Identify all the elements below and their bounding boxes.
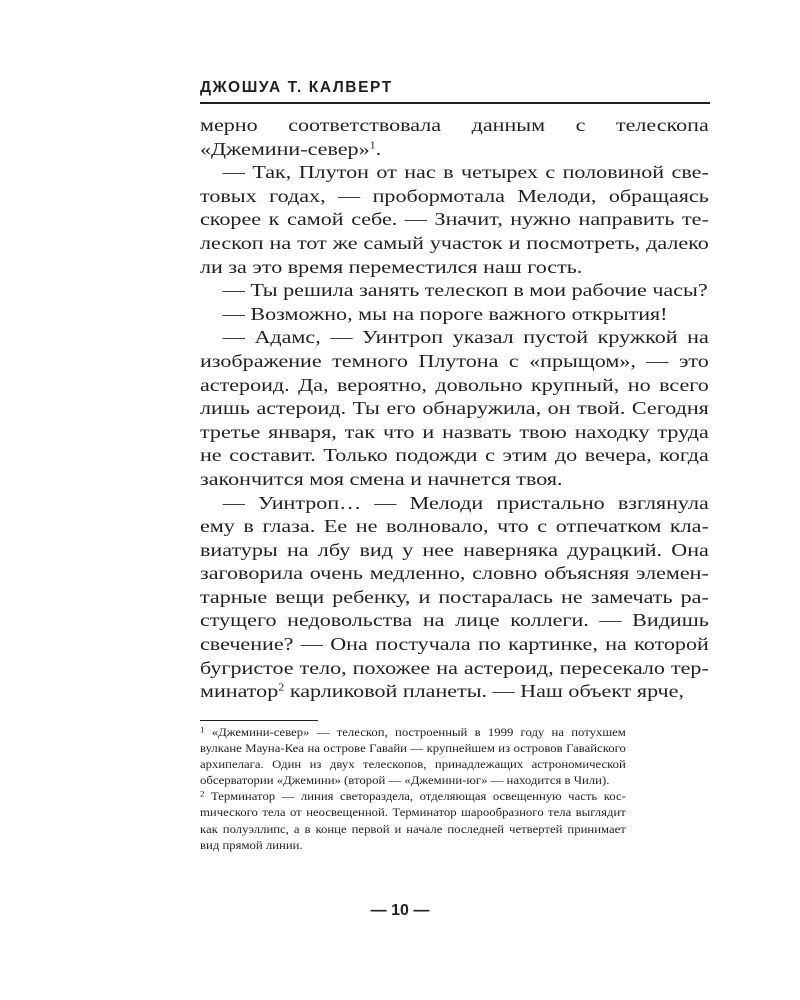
footnote-marker: 1 xyxy=(200,725,205,735)
footnote-text: «Джемини-север» — телескоп, построенный в 1999 году на потухшем вулкане Мауна-Кеа на острове Гавайи — крупнейшем из островов Гавайского архипелага. Один из двух телескопов, принадлежащих астрономической обсерватории «Джемини» (второй — «Джемини-юг» — находится в Чили). xyxy=(200,725,626,788)
text-segment: . xyxy=(375,138,382,159)
footnote-reference-1[interactable]: 1 xyxy=(369,140,376,152)
paragraph: — Так, Плутон от нас в четырех с половиной световых годах, — пробормотала Мелоди, обращаясь скорее к самой себе. — Значит, нужно направить телескоп на тот же самый участок и посмотреть, далеко ли за это время переместился наш гость. xyxy=(200,162,709,277)
paragraph: — Возможно, мы на пороге важного открытия! xyxy=(222,303,668,324)
footnote-marker: 2 xyxy=(200,789,205,799)
main-text xyxy=(200,114,709,704)
running-header xyxy=(200,78,710,104)
text-segment: — Уинтроп… — Мелоди пристально взглянула ему в глаза. Ее не волновало, что с отпечатком клавиатуры на лбу вид у нее наверняка дурацкий. Она заговорила очень медленно, словно объясняя элементарные вещи ребенку, и постаралась не замечать растущего недовольства на лице коллеги. — Видишь свечение? — Она постучала по картинке, на которой бугристое тело, похожее на астероид, пересекало терминатор xyxy=(200,492,709,702)
footnotes xyxy=(200,724,626,853)
footnote-2 xyxy=(200,788,626,852)
footnote-divider xyxy=(200,720,318,721)
footnote-1 xyxy=(200,724,626,788)
text-segment: мерно соответствовала данным с телескопа «Джемини-север» xyxy=(200,115,709,159)
footnote-text: Терминатор — линия светораздела, отделяющая освещенную часть косmического тела от неосвещенной. Терминатор шарообразного тела выглядит как полуэллипс, а в конце первой и начале последней четвертей принимает вид прямой линии. xyxy=(200,789,626,852)
paragraph: — Адамс, — Уинтроп указал пустой кружкой на изображение темного Плутона с «прыщом», — это астероид. Да, вероятно, довольно крупный, но всего лишь астероид. Ты его обнаружила, он твой. Сегодня третье января, так что и назвать твою находку труда не составит. Только подожди с этим до вечера, когда закончится моя смена и начнется твоя. xyxy=(200,327,709,489)
text-segment: карликовой планеты. — Наш объект ярче, xyxy=(284,681,684,702)
paragraph xyxy=(200,114,709,161)
paragraph: — Ты решила занять телескоп в мои рабочие часы? xyxy=(222,280,708,301)
paragraph xyxy=(200,492,709,704)
author-name: ДЖОШУА Т. КАЛВЕРТ xyxy=(200,79,393,96)
footnote-reference-2[interactable]: 2 xyxy=(278,682,285,694)
page-number: — 10 — xyxy=(370,902,430,919)
